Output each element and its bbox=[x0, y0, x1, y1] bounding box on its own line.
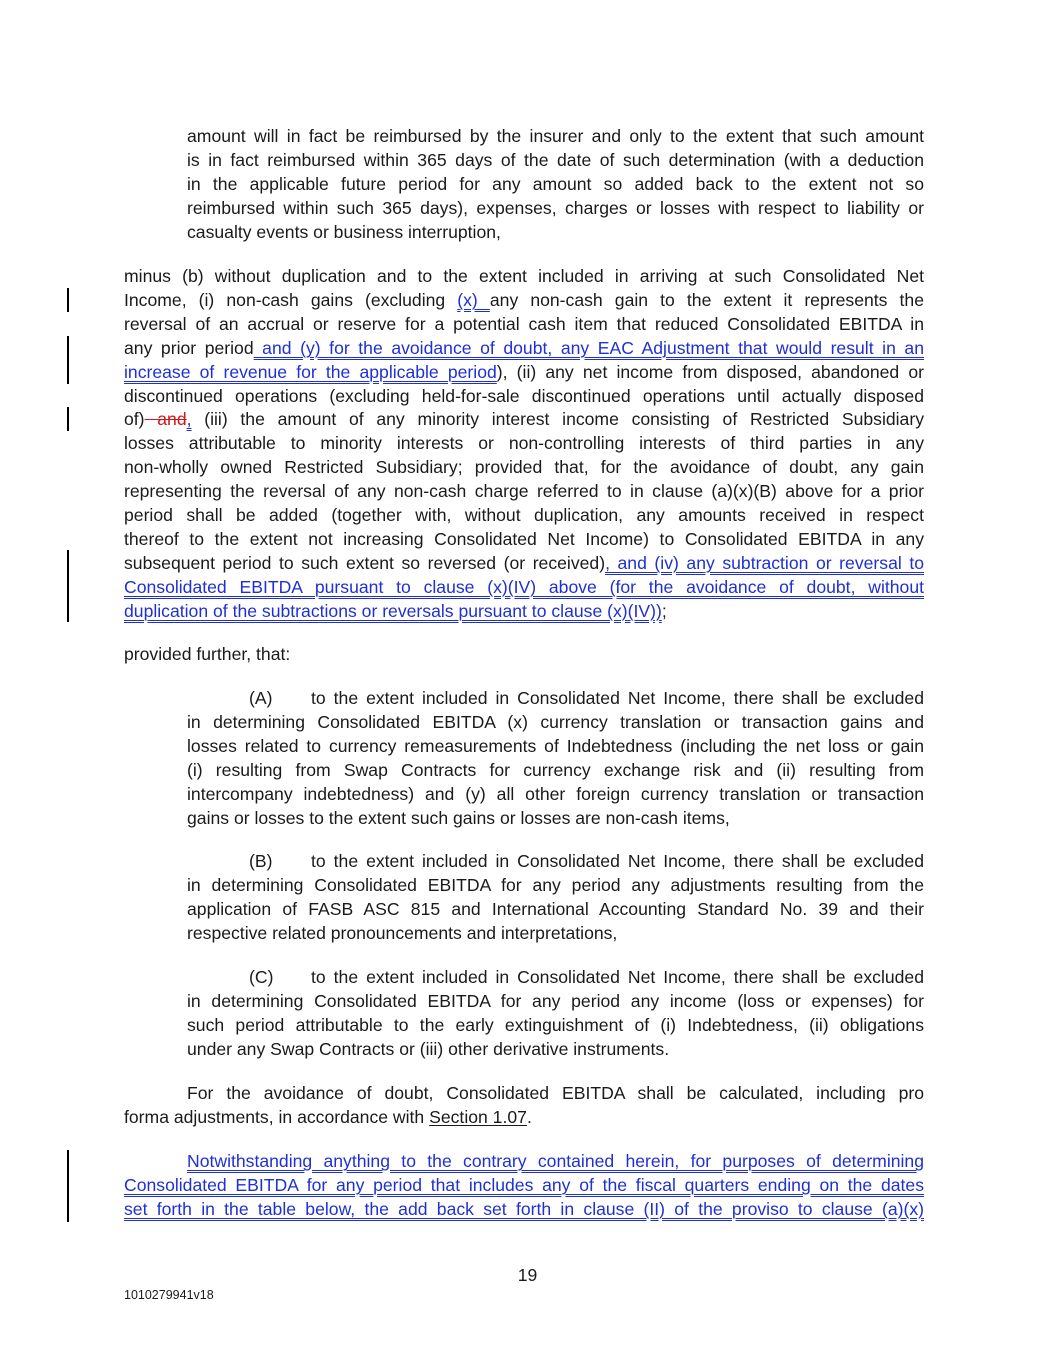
text-line: in determining Consolidated EBITDA for any period any adjustments resulting from the bbox=[187, 874, 924, 895]
text-line: minus (b) without duplication and to the extent included in arriving at such Consolidated Net bbox=[124, 266, 924, 286]
text-line: such period attributable to the early extinguishment of (i) Indebtedness, (ii) obligations bbox=[187, 1014, 924, 1035]
text-line: reversal of an accrual or reserve for a potential cash item that reduced Consolidated EBITDA in bbox=[124, 313, 924, 334]
inserted-text: , and (iv) any subtraction or reversal to bbox=[605, 552, 924, 573]
text-line: respective related pronouncements and interpretations, bbox=[187, 922, 618, 943]
inserted-text: increase of revenue for the applicable period bbox=[124, 361, 497, 382]
page-number: 19 bbox=[517, 1265, 538, 1285]
text-line: casualty events or business interruption, bbox=[187, 221, 501, 242]
text-line: (i) resulting from Swap Contracts for currency exchange risk and (ii) resulting from bbox=[187, 759, 924, 780]
text-line: increase of revenue for the applicable period), (ii) any net income from disposed, abandoned or bbox=[124, 361, 924, 382]
revision-bar bbox=[67, 550, 69, 622]
text-line: representing the reversal of any non-cash charge referred to in clause (a)(x)(B) above for a prior bbox=[124, 481, 924, 502]
revision-bar bbox=[67, 288, 69, 312]
text-line: intercompany indebtedness) and (y) all other foreign currency translation or transaction bbox=[187, 783, 924, 804]
provided-further-heading: provided further, that: bbox=[124, 644, 291, 664]
text-line bbox=[124, 1198, 924, 1222]
clause-label: (B) bbox=[249, 851, 273, 871]
inserted-text: , bbox=[186, 409, 192, 430]
text-line: (A) to the extent included in Consolidated Net Income, there shall be excluded bbox=[187, 687, 924, 711]
text-line: reimbursed within such 365 days), expenses, charges or losses with respect to liability or bbox=[187, 197, 924, 218]
text-line: losses related to currency remeasurements of Indebtedness (including the net loss or gain bbox=[187, 735, 924, 756]
text-line bbox=[124, 576, 924, 600]
text-line: For the avoidance of doubt, Consolidated EBITDA shall be calculated, including pro bbox=[187, 1083, 924, 1103]
text-line: duplication of the subtractions or reversals pursuant to clause (x)(IV)); bbox=[124, 600, 667, 621]
section-reference-link[interactable]: Section 1.07 bbox=[429, 1106, 527, 1127]
text-line: of) and, (iii) the amount of any minority interest income consisting of Restricted Subsidiary bbox=[124, 409, 924, 430]
inserted-text: duplication of the subtractions or reversals pursuant to clause (x)(IV)) bbox=[124, 600, 662, 621]
inserted-text: and (y) for the avoidance of doubt, any EAC Adjustment that would result in an bbox=[253, 337, 924, 358]
revision-bar bbox=[67, 336, 69, 384]
text-line: losses attributable to minority interests or non-controlling interests of third parties in any bbox=[124, 433, 924, 454]
inserted-text: Consolidated EBITDA for any period that includes any of the fiscal quarters ending on the dates bbox=[124, 1174, 924, 1195]
clause-label: (C) bbox=[249, 967, 274, 987]
revision-bar bbox=[67, 1150, 69, 1222]
inserted-text: set forth in the table below, the add back set forth in clause (II) of the proviso to clause (a)(x) bbox=[124, 1198, 924, 1219]
document-id: 1010279941v18 bbox=[124, 1288, 214, 1302]
text-line: in the applicable future period for any amount so added back to the extent not so bbox=[187, 173, 924, 194]
text-line: application of FASB ASC 815 and International Accounting Standard No. 39 and their bbox=[187, 898, 924, 919]
minus-b-paragraph bbox=[124, 265, 924, 624]
text-line: amount will in fact be reimbursed by the insurer and only to the extent that such amount bbox=[187, 126, 924, 146]
text-line: Income, (i) non-cash gains (excluding (x) any non-cash gain to the extent it represents the bbox=[124, 289, 924, 310]
text-line bbox=[124, 1174, 924, 1198]
text-line: (B) to the extent included in Consolidated Net Income, there shall be excluded bbox=[187, 850, 924, 874]
text-line: any prior period and (y) for the avoidance of doubt, any EAC Adjustment that would result in an bbox=[124, 337, 924, 358]
text-line: (C) to the extent included in Consolidated Net Income, there shall be excluded bbox=[187, 966, 924, 990]
avoidance-paragraph bbox=[124, 1082, 924, 1130]
inserted-text: Consolidated EBITDA pursuant to clause (x)(IV) above (for the avoidance of doubt, without bbox=[124, 576, 924, 597]
text-line: period shall be added (together with, without duplication, any amounts received in respect bbox=[124, 505, 924, 526]
insurance-paragraph bbox=[187, 125, 924, 245]
text-line: forma adjustments, in accordance with Section 1.07. bbox=[124, 1106, 532, 1127]
text-line: discontinued operations (excluding held-for-sale discontinued operations until actually disposed bbox=[124, 385, 924, 406]
clause-label: (A) bbox=[249, 688, 273, 708]
clause-b bbox=[187, 850, 924, 946]
text-line: subsequent period to such extent so reversed (or received), and (iv) any subtraction or reversal to bbox=[124, 552, 924, 573]
text-line: under any Swap Contracts or (iii) other derivative instruments. bbox=[187, 1038, 670, 1059]
text-line: gains or losses to the extent such gains or losses are non-cash items, bbox=[187, 807, 730, 828]
deleted-text: and bbox=[144, 409, 187, 430]
text-line bbox=[124, 1150, 924, 1174]
text-line: thereof to the extent not increasing Consolidated Net Income) to Consolidated EBITDA in any bbox=[124, 528, 924, 549]
text-line: in determining Consolidated EBITDA (x) currency translation or transaction gains and bbox=[187, 711, 924, 732]
revision-bar bbox=[67, 407, 69, 431]
inserted-text: (x) bbox=[457, 289, 490, 310]
clause-a bbox=[187, 687, 924, 830]
text-line: in determining Consolidated EBITDA for any period any income (loss or expenses) for bbox=[187, 990, 924, 1011]
clause-c bbox=[187, 966, 924, 1062]
notwithstanding-paragraph bbox=[124, 1150, 924, 1222]
text-line: non-wholly owned Restricted Subsidiary; provided that, for the avoidance of doubt, any gain bbox=[124, 457, 924, 478]
text-line: is in fact reimbursed within 365 days of the date of such determination (with a deduction bbox=[187, 149, 924, 170]
inserted-text: Notwithstanding anything to the contrary contained herein, for purposes of determining bbox=[187, 1151, 924, 1171]
